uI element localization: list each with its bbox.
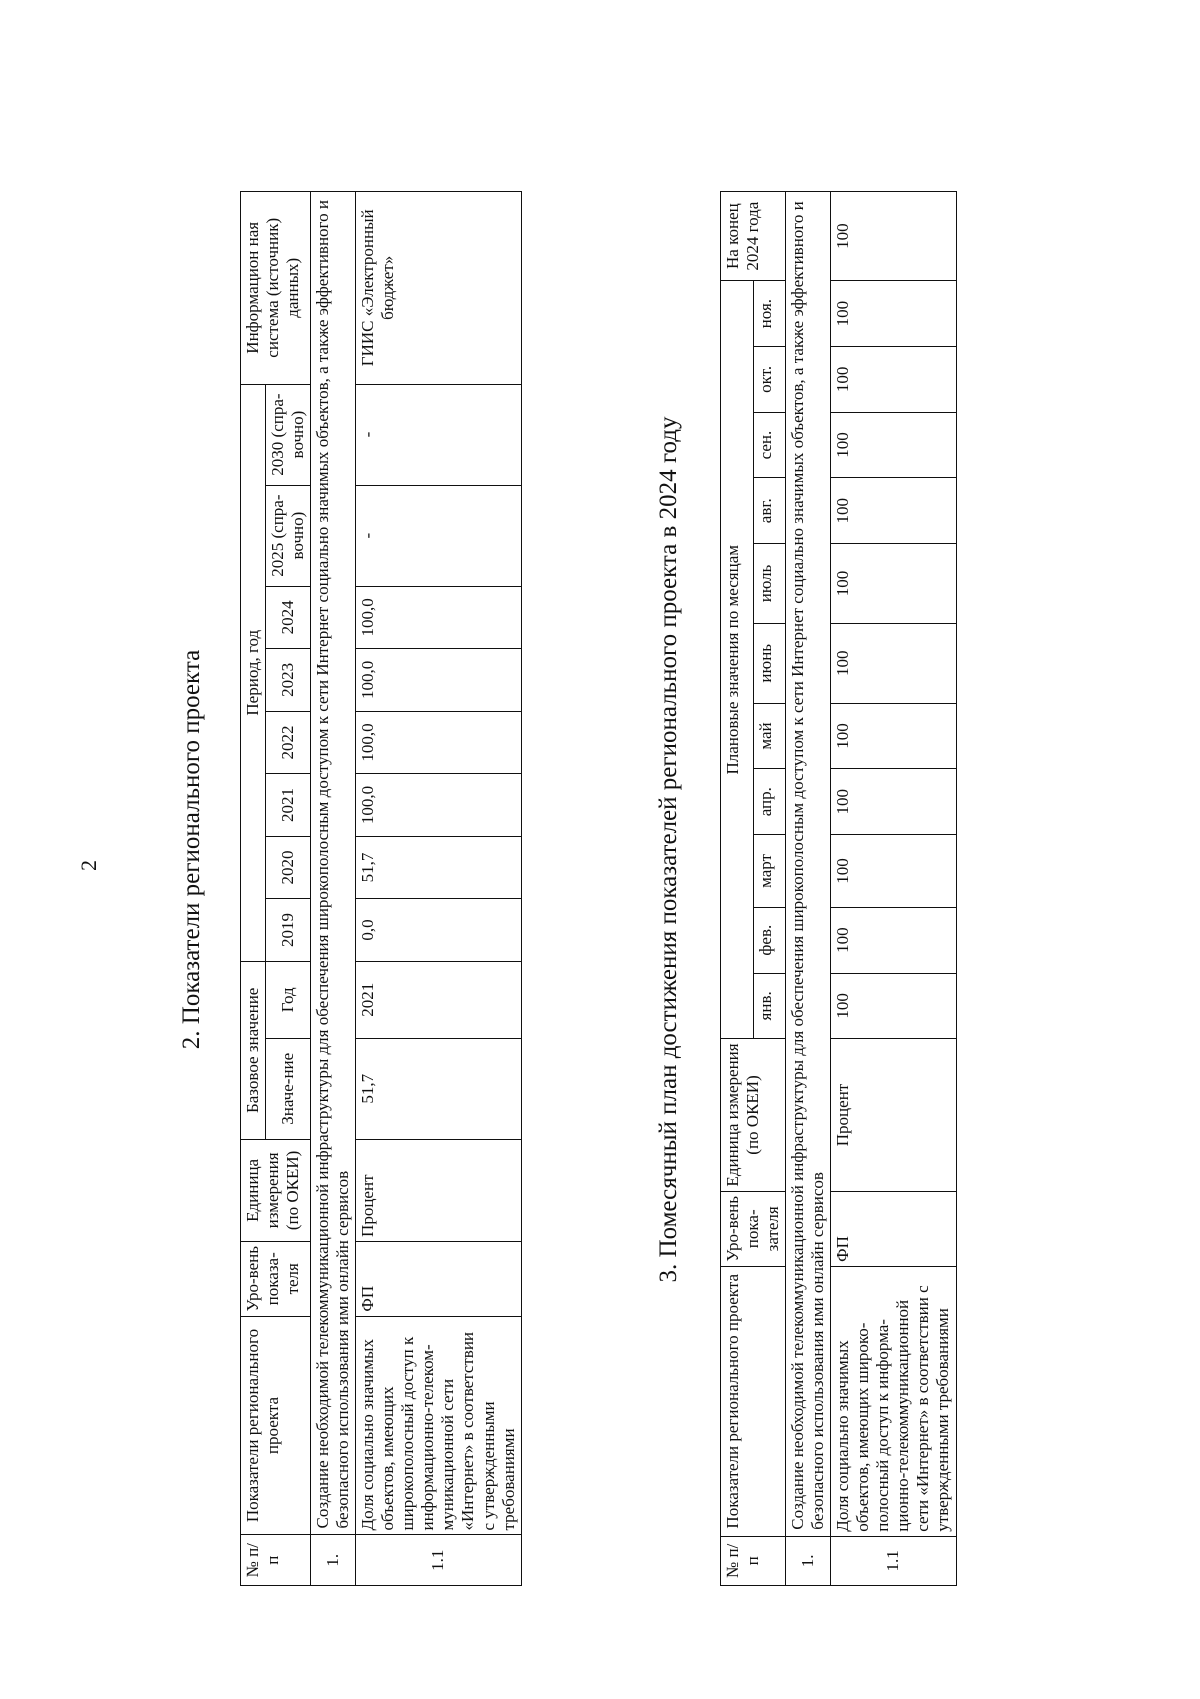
th-month: авг. — [753, 478, 786, 544]
page-number: 2 — [76, 860, 101, 871]
th-num: № п/п — [721, 1536, 786, 1585]
row-month-value: 100 — [831, 281, 956, 347]
header-row-1 — [721, 192, 754, 1586]
row-value-2025: - — [356, 485, 521, 586]
th-base-year: Год — [266, 961, 311, 1038]
section3-title: 3. Помесячный план достижения показателей регионального проекта в 2024 году — [655, 416, 682, 1283]
row-value: 100,0 — [356, 649, 521, 712]
row-month-value: 100 — [831, 703, 956, 769]
row-unit: Процент — [831, 1039, 956, 1192]
th-month: ноя. — [753, 281, 786, 347]
th-month: окт. — [753, 346, 786, 412]
row-level: ФП — [356, 1241, 521, 1316]
th-month: сен. — [753, 412, 786, 478]
row-source: ГИИС «Электронный бюджет» — [356, 192, 521, 385]
goal-text: Создание необходимой телекоммуникационной инфраструктуры для обеспечения широкополосным доступом к сети Интернет социально значимых объектов, а также эффективного и безопасного использования ими онлайн сервисов — [311, 192, 356, 1535]
section2-title: 2. Показатели регионального проекта — [178, 649, 205, 1050]
indicators-table — [240, 191, 522, 1586]
goal-row — [786, 192, 831, 1586]
row-month-value: 100 — [831, 346, 956, 412]
goal-num: 1. — [786, 1536, 831, 1585]
row-month-value: 100 — [831, 478, 956, 544]
th-year: 2020 — [266, 836, 311, 899]
row-num: 1.1 — [831, 1536, 956, 1585]
table-row — [356, 192, 521, 1586]
header-row-1 — [241, 192, 266, 1586]
th-base: Базовое значение — [241, 961, 266, 1139]
row-value: 100,0 — [356, 586, 521, 649]
row-value: 100,0 — [356, 711, 521, 774]
th-indicator: Показатели регионального проекта — [721, 1266, 786, 1536]
row-month-value: 100 — [831, 973, 956, 1039]
row-end-value: 100 — [831, 192, 956, 281]
row-month-value: 100 — [831, 544, 956, 624]
th-month: апр. — [753, 769, 786, 835]
th-source: Информацион ная система (источник) данных) — [241, 192, 311, 385]
row-month-value: 100 — [831, 769, 956, 835]
th-month: янв. — [753, 973, 786, 1039]
row-month-value: 100 — [831, 412, 956, 478]
th-month: фев. — [753, 907, 786, 973]
th-plan: Плановые значения по месяцам — [721, 281, 754, 1039]
th-unit: Единица измерения (по ОКЕИ) — [241, 1139, 311, 1241]
row-num: 1.1 — [356, 1535, 521, 1586]
th-base-value: Значе-ние — [266, 1038, 311, 1139]
th-level: Уро-вень показа-теля — [241, 1241, 311, 1316]
table-row — [831, 192, 956, 1586]
row-indicator: Доля социально значимых объектов, имеющих широко-полосный доступ к информа-ционно-телекоммуникационной сети «Интернет» в соответствии с утвержденными требованиями — [831, 1266, 956, 1536]
th-period: Период, год — [241, 384, 266, 961]
row-base-value: 51,7 — [356, 1038, 521, 1139]
row-value: 0,0 — [356, 899, 521, 962]
th-year-2025: 2025 (спра-вочно) — [266, 485, 311, 586]
goal-row — [311, 192, 356, 1586]
row-base-year: 2021 — [356, 961, 521, 1038]
goal-num: 1. — [311, 1535, 356, 1586]
th-year: 2024 — [266, 586, 311, 649]
monthly-plan-table — [720, 191, 957, 1586]
row-value: 51,7 — [356, 836, 521, 899]
th-year: 2023 — [266, 649, 311, 712]
row-month-value: 100 — [831, 835, 956, 908]
th-year-2030: 2030 (спра-вочно) — [266, 384, 311, 485]
th-month: май — [753, 703, 786, 769]
row-indicator: Доля социально значимых объектов, имеющих широкополосный доступ к информационно-телеком-муникационной сети «Интернет» в соответствии с утвержденными требованиями — [356, 1316, 521, 1535]
th-year: 2021 — [266, 774, 311, 837]
goal-text: Создание необходимой телекоммуникационной инфраструктуры для обеспечения широкополосным доступом к сети Интернет социально значимых объектов, а также эффективного и безопасного использования ими онлайн сервисов — [786, 192, 831, 1537]
row-month-value: 100 — [831, 907, 956, 973]
th-year: 2019 — [266, 899, 311, 962]
th-month: июль — [753, 544, 786, 624]
th-level: Уро-вень пока-зателя — [721, 1191, 786, 1266]
th-unit: Единица измерения (по ОКЕИ) — [721, 1039, 786, 1192]
row-level: ФП — [831, 1191, 956, 1266]
th-year: 2022 — [266, 711, 311, 774]
row-value: 100,0 — [356, 774, 521, 837]
row-month-value: 100 — [831, 623, 956, 703]
th-month: июнь — [753, 623, 786, 703]
th-month: март — [753, 835, 786, 908]
th-num: № п/п — [241, 1535, 311, 1586]
th-end: На конец 2024 года — [721, 192, 786, 281]
row-value-2030: - — [356, 384, 521, 485]
th-indicator: Показатели регионального проекта — [241, 1316, 311, 1535]
row-unit: Процент — [356, 1139, 521, 1241]
